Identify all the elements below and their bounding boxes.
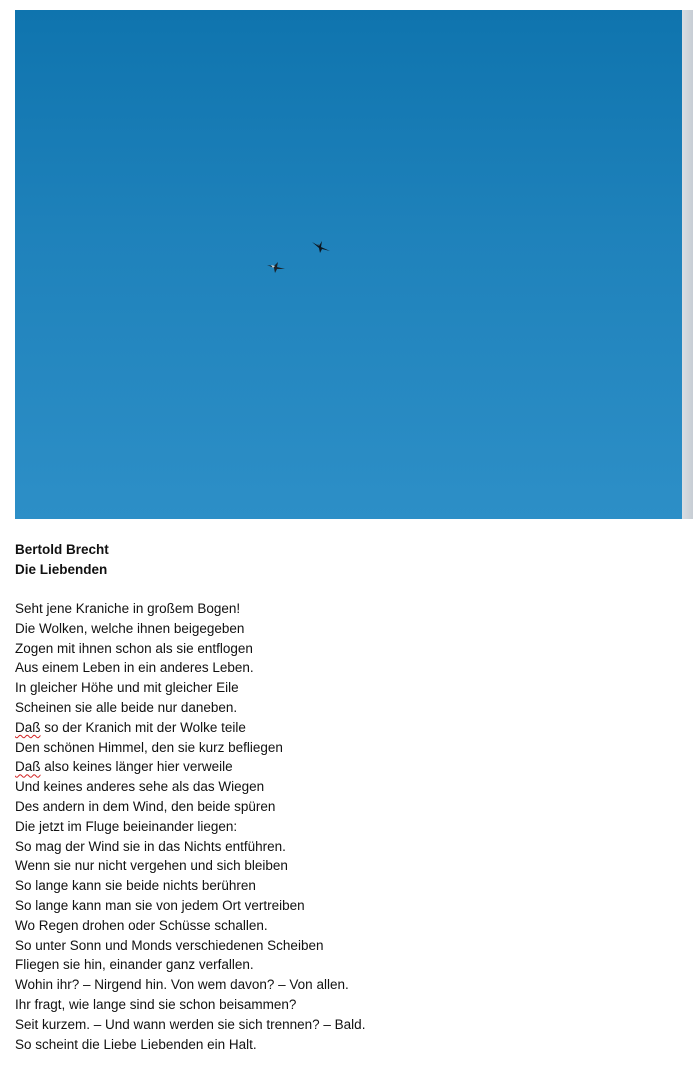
poem-line: So lange kann man sie von jedem Ort vertreiben	[15, 897, 305, 913]
poem-line: Fliegen sie hin, einander ganz verfallen.	[15, 957, 254, 973]
poem-line: Wohin ihr? – Nirgend hin. Von wem davon? – Von allen.	[15, 977, 349, 993]
sky-photo	[15, 10, 682, 519]
poem-line: Ihr fragt, wie lange sind sie schon beisammen?	[15, 996, 297, 1012]
poem-line: So unter Sonn und Monds verschiedenen Scheiben	[15, 937, 324, 953]
crane-bird-icon	[266, 260, 286, 274]
poem-line: Seit kurzem. – Und wann werden sie sich trennen? – Bald.	[15, 1016, 366, 1032]
poem-line: Aus einem Leben in ein anderes Leben.	[15, 660, 254, 676]
crane-bird-icon	[311, 239, 331, 255]
poem-line: So mag der Wind sie in das Nichts entführen.	[15, 838, 286, 854]
poem-line: Zogen mit ihnen schon als sie entflogen	[15, 640, 253, 656]
poem-line: Daß so der Kranich mit der Wolke teile	[15, 719, 246, 735]
poem-line: So lange kann sie beide nichts berühren	[15, 878, 256, 894]
spellcheck-flagged-word: Daß	[15, 719, 41, 735]
spellcheck-flagged-word: Daß	[15, 759, 41, 775]
poem-line: In gleicher Höhe und mit gleicher Eile	[15, 680, 239, 696]
poem-line: Die Wolken, welche ihnen beigegeben	[15, 620, 245, 636]
poem-title: Die Liebenden	[15, 562, 108, 577]
poem-author: Bertold Brecht	[15, 542, 109, 557]
poem-line: Seht jene Kraniche in großem Bogen!	[15, 601, 241, 616]
poem-line: Wenn sie nur nicht vergehen und sich bleiben	[15, 858, 288, 874]
page-edge-shadow	[682, 10, 693, 519]
poem-text	[15, 599, 675, 1054]
poem-line: So scheint die Liebe Liebenden ein Halt.	[15, 1036, 257, 1052]
poem-line: Und keines anderes sehe als das Wiegen	[15, 779, 265, 795]
poem-line: Wo Regen drohen oder Schüsse schallen.	[15, 917, 268, 933]
poem-line: Die jetzt im Fluge beieinander liegen:	[15, 818, 238, 834]
poem-line: Scheinen sie alle beide nur daneben.	[15, 699, 238, 715]
poem-line: Des andern in dem Wind, den beide spüren	[15, 798, 276, 814]
poem-line: Den schönen Himmel, den sie kurz befliegen	[15, 739, 283, 755]
poem-line: Daß also keines länger hier verweile	[15, 759, 233, 775]
